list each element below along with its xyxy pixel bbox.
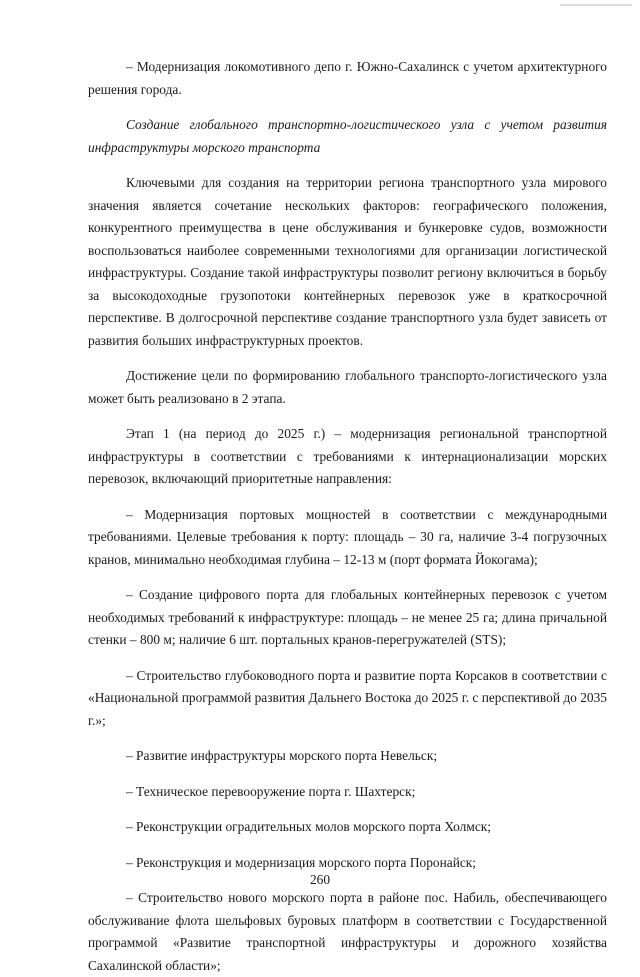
list-item: – Модернизация портовых мощностей в соответствии с международными требованиями. Целевые требования к порту: площадь – 30 га, наличие 3-4 погрузочных кранов, минимально необходимая глубина – 12-13 м (порт формата Йокогама); — [88, 506, 607, 567]
page-number: 260 — [309, 872, 331, 887]
paragraph: Ключевыми для создания на территории региона транспортного узла мирового значения является сочетание нескольких факторов: географического положения, конкурентного преимущества в цене обслуживания и бункеровке судов, возможности воспользоваться наиболее современными технологиями для организации логистической инфраструктуры. Создание такой инфраструктуры позволит региону включиться в борьбу за высокодоходные грузопотоки контейнерных перевозок уже в краткосрочной перспективе. В долгосрочной перспективе создание транспортного узла будет зависеть от развития больших инфраструктурных проектов. — [88, 175, 607, 348]
list-item: – Реконструкции оградительных молов морского порта Холмск; — [126, 819, 491, 834]
list-item: – Строительство нового морского порта в районе пос. Набиль, обеспечивающего обслуживание флота шельфовых буровых платформ в соответствии с Государственной программой «Развитие транспортной инфраструктуры и дорожного хозяйства Сахалинской области»; — [88, 890, 607, 973]
list-item: – Техническое перевооружение порта г. Шахтерск; — [126, 783, 416, 799]
section-heading: Создание глобального транспортно-логистического узла с учетом развития инфраструктуры морского транспорта — [88, 117, 607, 155]
paragraph: Этап 1 (на период до 2025 г.) – модернизация региональной транспортной инфраструктуры в соответствии с требованиями к интернационализации морских перевозок, включающий приоритетные направления: — [88, 426, 607, 486]
list-item: – Модернизация локомотивного депо г. Южно-Сахалинск с учетом архитектурного решения города. — [88, 59, 607, 97]
list-item: – Развитие инфраструктуры морского порта Невельск; — [126, 748, 438, 763]
list-item: – Реконструкция и модернизация морского порта Поронайск; — [126, 854, 477, 870]
list-item: – Строительство глубоководного порта и развитие порта Корсаков в соответствии с «Национальной программой развития Дальнего Востока до 2025 г. с перспективой до 2035 г.»; — [88, 667, 607, 728]
scan-artifact — [560, 4, 632, 6]
list-item: – Создание цифрового порта для глобальных контейнерных перевозок с учетом необходимых требований к инфраструктуре: площадь – не менее 25 га; длина причальной стенки – 800 м; наличие 6 шт. портальных кранов-перегружателей (STS); — [88, 587, 607, 647]
document-body — [88, 56, 607, 977]
paragraph: Достижение цели по формированию глобального транспорто-логистического узла может быть реализовано в 2 этапа. — [88, 368, 607, 406]
